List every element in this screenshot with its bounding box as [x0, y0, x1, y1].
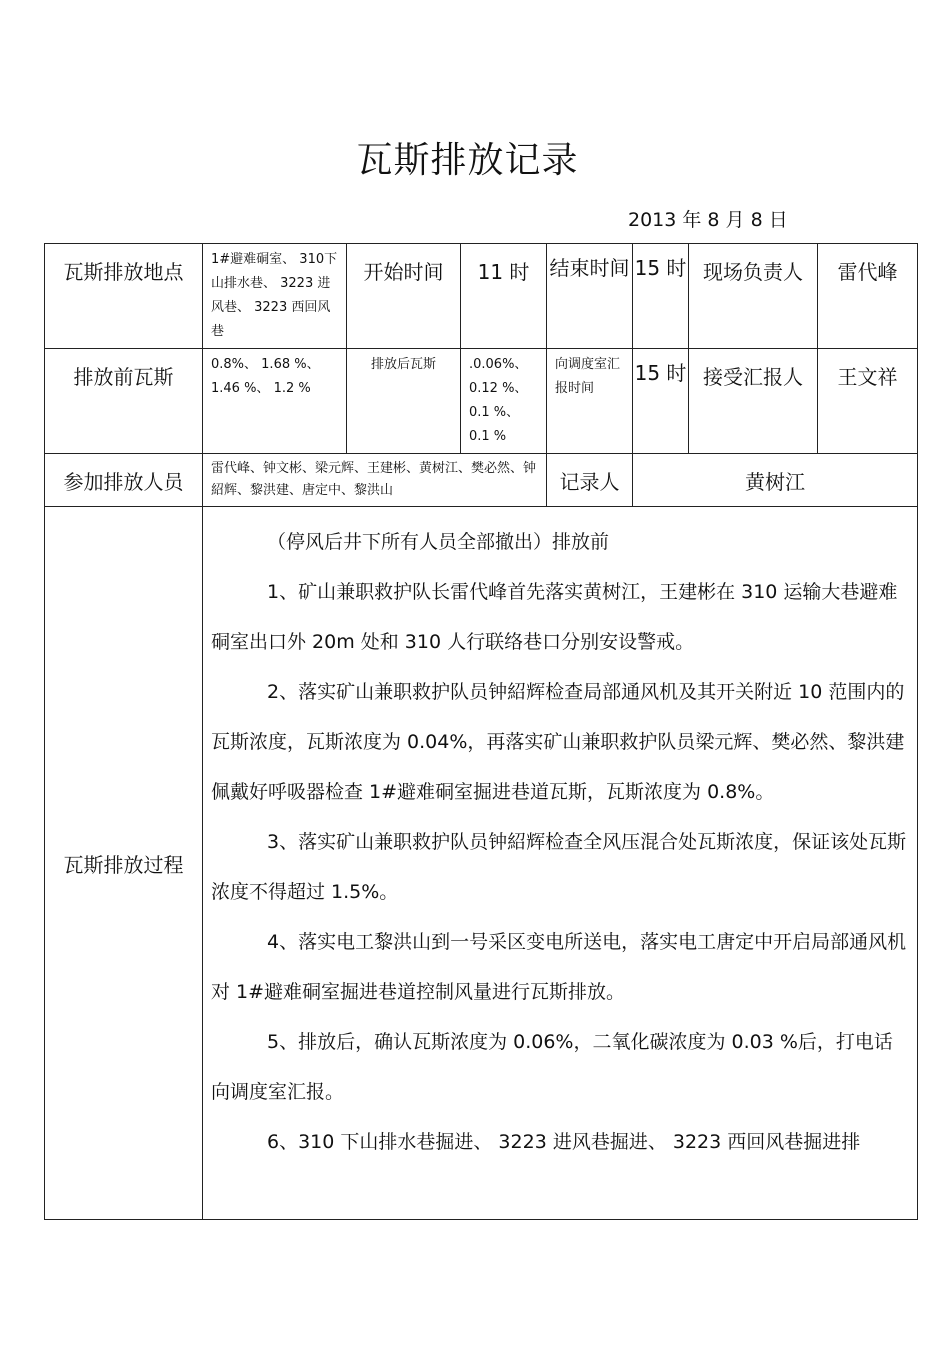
report-time-label: 向调度室汇报时间 — [547, 349, 633, 454]
process-paragraph: 6、310 下山排水巷掘进、 3223 进风巷掘进、 3223 西回风巷掘进排 — [267, 1131, 861, 1153]
table-row — [45, 349, 918, 454]
table-row — [45, 507, 918, 1220]
process-content — [203, 507, 918, 1220]
after-gas-label: 排放后瓦斯 — [347, 349, 461, 454]
participants-label: 参加排放人员 — [45, 454, 203, 507]
table-row — [45, 244, 918, 349]
receiver-value: 王文祥 — [818, 349, 918, 454]
onsite-leader-label: 现场负责人 — [689, 244, 818, 349]
location-value: 1#避难硐室、 310下山排水巷、 3223 进风巷、 3223 西回风巷 — [203, 244, 347, 349]
end-time-label: 结束时间 — [547, 244, 633, 349]
process-paragraph: （停风后井下所有人员全部撤出）排放前 — [267, 531, 610, 553]
start-time-label: 开始时间 — [347, 244, 461, 349]
table-row — [45, 454, 918, 507]
before-gas-label: 排放前瓦斯 — [45, 349, 203, 454]
receiver-label: 接受汇报人 — [689, 349, 818, 454]
recorder-value: 黄树江 — [633, 454, 918, 507]
process-paragraph: 2、落实矿山兼职救护队员钟紹辉检查局部通风机及其开关附近 10 范围内的瓦斯浓度，瓦斯浓度为 0.04%，再落实矿山兼职救护队员梁元辉、樊必然、黎洪建佩戴好呼吸器检查 1#避难硐室掘进巷道瓦斯，瓦斯浓度为 0.8%。 — [211, 681, 905, 803]
onsite-leader-value: 雷代峰 — [818, 244, 918, 349]
before-gas-value: 0.8%、 1.68 %、 1.46 %、 1.2 % — [203, 349, 347, 454]
process-paragraph: 3、落实矿山兼职救护队员钟紹辉检查全风压混合处瓦斯浓度，保证该处瓦斯浓度不得超过 1.5%。 — [211, 831, 907, 903]
process-label: 瓦斯排放过程 — [45, 507, 203, 1220]
after-gas-value: .0.06%、 0.12 %、 0.1 %、 0.1 % — [461, 349, 547, 454]
record-table — [44, 243, 918, 1220]
location-label: 瓦斯排放地点 — [45, 244, 203, 349]
participants-value: 雷代峰、钟文彬、梁元辉、王建彬、黄树江、樊必然、钟紹辉、黎洪建、唐定中、黎洪山 — [203, 454, 547, 507]
start-time-value: 11 时 — [461, 244, 547, 349]
process-paragraph: 1、矿山兼职救护队长雷代峰首先落实黄树江，王建彬在 310 运输大巷避难硐室出口外 20m 处和 310 人行联络巷口分别安设警戒。 — [211, 581, 898, 653]
page-title: 瓦斯排放记录 — [356, 140, 579, 181]
process-paragraph: 5、排放后，确认瓦斯浓度为 0.06%，二氧化碳浓度为 0.03 %后，打电话向调度室汇报。 — [211, 1031, 893, 1103]
recorder-label: 记录人 — [547, 454, 633, 507]
record-date: 2013 年 8 月 8 日 — [628, 209, 788, 231]
end-time-value: 15 时 — [633, 244, 689, 349]
process-paragraph: 4、落实电工黎洪山到一号采区变电所送电，落实电工唐定中开启局部通风机对 1#避难硐室掘进巷道控制风量进行瓦斯排放。 — [211, 931, 907, 1003]
report-time-value: 15 时 — [633, 349, 689, 454]
